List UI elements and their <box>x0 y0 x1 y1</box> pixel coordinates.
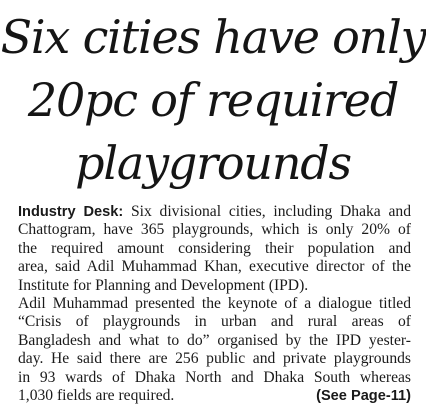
body-line-text: 1,030 fields are required. <box>18 387 175 405</box>
body-line-text: Six divisional cities, including Dhaka and <box>131 203 411 220</box>
article-body <box>18 203 411 405</box>
body-line: in 93 wards of Dhaka North and Dhaka South whereas <box>18 368 411 386</box>
body-line: Chattogram, have 365 playgrounds, which is only 20% of <box>18 221 411 239</box>
paragraph-2 <box>18 295 411 405</box>
paragraph-1 <box>18 203 411 295</box>
headline-line: 20pc of required <box>27 73 399 127</box>
body-line: Adil Muhammad presented the keynote of a dialogue titled <box>18 295 411 313</box>
body-line: Bangladesh and what to do” organised by the IPD yester- <box>18 331 411 349</box>
body-line <box>18 203 411 221</box>
headline <box>0 6 426 195</box>
headline-line: Six cities have only <box>0 10 426 64</box>
body-line: day. He said there are 256 public and private playgrounds <box>18 350 411 368</box>
body-line <box>18 387 411 405</box>
body-line: “Crisis of playgrounds in urban and rural areas of <box>18 313 411 331</box>
body-line: the required amount considering their population and <box>18 239 411 257</box>
byline: Industry Desk: <box>18 204 124 220</box>
continuation-link[interactable]: (See Page-11) <box>316 388 411 405</box>
body-line: Institute for Planning and Development (IPD). <box>18 276 309 294</box>
body-line: area, said Adil Muhammad Khan, executive director of the <box>18 258 411 276</box>
headline-line: playgrounds <box>75 136 351 190</box>
